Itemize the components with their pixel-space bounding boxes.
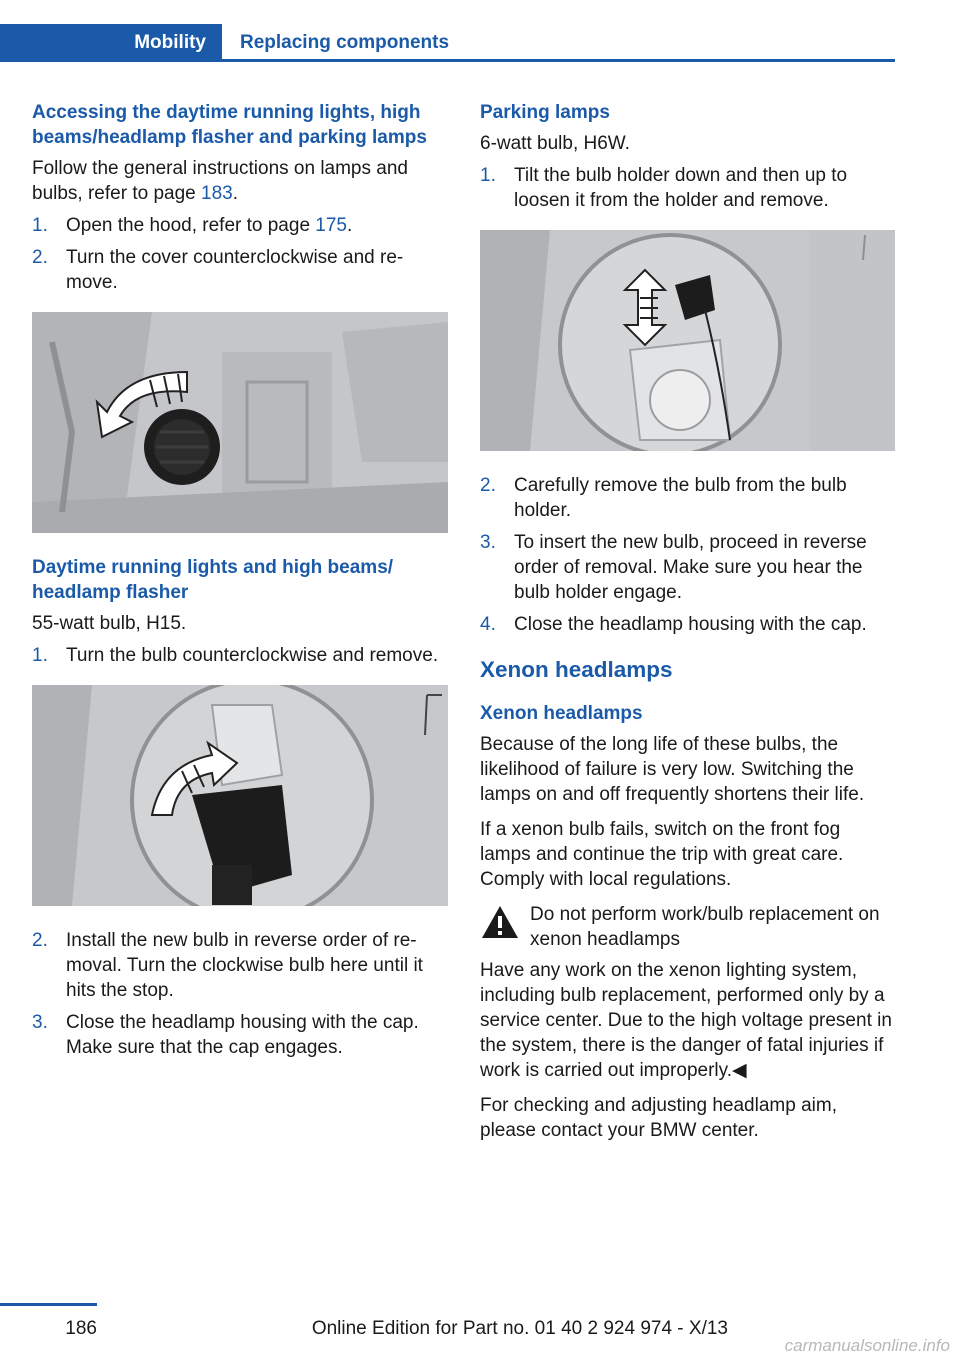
engine-cover-image: [32, 312, 448, 533]
watermark: carmanualsonline.info: [784, 1336, 950, 1355]
intro-paragraph: Follow the general instructions on lamps and bulbs, refer to page 183.: [32, 158, 408, 204]
step-tilt-holder: 1. Tilt the bulb holder down and then up to loosen it from the holder and remove.: [480, 165, 848, 211]
xenon-paragraph-1: Because of the long life of these bulbs, the likelihood of failure is very low. Switching the lamps on and off frequently shortens their life.: [480, 734, 865, 805]
step-turn-cover: 2. Turn the cover counterclockwise and remove.: [32, 247, 404, 293]
step-insert-bulb: 3. To insert the new bulb, proceed in reverse order of removal. Make sure you hear the bulb holder engage.: [480, 532, 867, 603]
xenon-paragraph-3: For checking and adjusting headlamp aim, please contact your BMW center.: [480, 1095, 837, 1141]
step-open-hood: 1. Open the hood, refer to page 175.: [32, 215, 353, 236]
step-close-housing: 3. Close the headlamp housing with the cap. Make sure that the cap engages.: [32, 1012, 419, 1058]
parking-heading: Parking lamps: [480, 102, 610, 123]
step-close-cap: 4. Close the headlamp housing with the cap.: [480, 614, 867, 635]
step-install-bulb: 2. Install the new bulb in reverse order of removal. Turn the clockwise bulb here until it hits the stop.: [32, 930, 423, 1001]
step-remove-bulb: 2. Carefully remove the bulb from the bulb holder.: [480, 475, 847, 521]
page-number-rule: [0, 1303, 97, 1306]
page-number: 186: [65, 1318, 97, 1339]
warning-triangle-icon: [480, 904, 520, 940]
page-link-175[interactable]: 175: [315, 215, 347, 236]
right-column: [480, 100, 895, 1143]
warning-title: Do not perform work/bulb replacement on xenon headlamps: [530, 904, 880, 950]
xenon-paragraph-2: If a xenon bulb fails, switch on the front fog lamps and continue the trip with great care. Comply with local regulations.: [480, 819, 844, 890]
parking-bulb-spec: 6-watt bulb, H6W.: [480, 133, 630, 154]
page-link-183[interactable]: 183: [201, 183, 233, 204]
warning-block: [480, 902, 895, 952]
xenon-title: Xenon headlamps: [480, 657, 673, 682]
drl-bulb-spec: 55-watt bulb, H15.: [32, 613, 187, 634]
step-turn-bulb: 1. Turn the bulb counterclockwise and remove.: [32, 645, 439, 666]
edition-footer: Online Edition for Part no. 01 40 2 924 974 - X/13: [311, 1318, 728, 1339]
page-header: [0, 24, 895, 62]
parking-bulb-image: [480, 230, 895, 451]
xenon-subheading: Xenon headlamps: [480, 703, 643, 724]
left-column: [32, 100, 448, 1060]
access-heading: Accessing the daytime running lights, high beams/headlamp flasher and parking lamps: [32, 102, 427, 148]
section-tab[interactable]: Mobility: [0, 24, 222, 62]
warning-text: Have any work on the xenon lighting system, including bulb replacement, performed only by a service center. Due to the high voltage present in the system, there is the danger of fatal injuries if work is carried out improperly.◀: [480, 960, 892, 1081]
drl-bulb-image: [32, 685, 448, 906]
drl-heading: Daytime running lights and high beams/ headlamp flasher: [32, 557, 394, 603]
subsection-tab[interactable]: Replacing components: [240, 32, 450, 53]
header-rule: [0, 59, 895, 62]
